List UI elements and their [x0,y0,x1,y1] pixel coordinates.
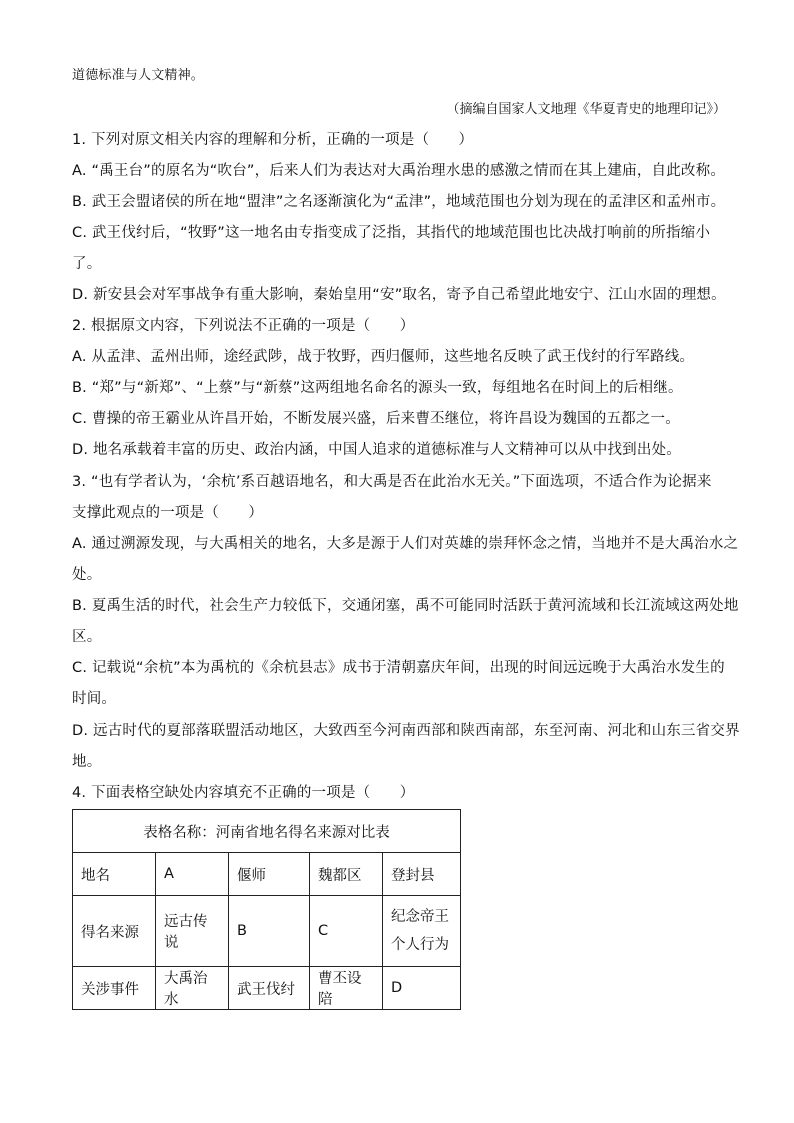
comparison-table [72,809,461,1010]
question-3-option-b: B. 夏禹生活的时代，社会生产力较低下，交通闭塞，禹不可能同时活跃于黄河流域和长江流域这两处地 [72,598,739,614]
table-cell: B [229,896,310,967]
question-3-option-d-cont: 地。 [72,754,102,770]
question-3-option-c: C. 记载说“余杭”本为禹杭的《余杭县志》成书于清朝嘉庆年间，出现的时间远远晚于大禹治水发生的 [72,660,725,676]
question-1-option-d: D. 新安县会对军事战争有重大影响，秦始皇用“安”取名，寄予自己希望此地安宁、江山水固的理想。 [72,287,726,303]
table-row [73,967,461,1010]
source-citation: （摘编自国家人文地理《华夏青史的地理印记》） [446,102,726,117]
table-cell: 偃师 [229,853,310,896]
table-cell: 登封县 [383,853,461,896]
table-cell: 曹丕设陪 [310,967,383,1010]
question-3-option-b-cont: 区。 [72,629,102,645]
question-1-option-b: B. 武王会盟诸侯的所在地“盟津”之名逐渐演化为“孟津”，地域范围也分划为现在的孟津区和孟州市。 [72,194,726,210]
question-1-option-c: C. 武王伐纣后，“牧野”这一地名由专指变成了泛指，其指代的地域范围也比决战打响前的所指缩小 [72,225,711,241]
table-title: 表格名称：河南省地名得名来源对比表 [73,810,461,853]
table-cell: 魏都区 [310,853,383,896]
table-cell: 远古传说 [156,896,229,967]
question-4-stem: 4. 下面表格空缺处内容填充不正确的一项是（ ） [72,785,415,801]
question-3-option-a-cont: 处。 [72,567,102,583]
table-cell: 得名来源 [73,896,156,967]
table-cell: A [156,853,229,896]
question-3-option-c-cont: 时间。 [72,691,117,707]
question-2-option-a: A. 从孟津、孟州出师，途经武陟，战于牧野，西归偃师，这些地名反映了武王伐纣的行军路线。 [72,349,695,365]
question-2-option-d: D. 地名承载着丰富的历史、政治内涵，中国人追求的道德标准与人文精神可以从中找到出处。 [72,442,681,458]
question-3-stem: 3. “也有学者认为，‘余杭’系百越语地名，和大禹是否在此治水无关。”下面选项，不适合作为论据来 [72,474,712,490]
question-2-option-b: B. “郑”与“新郑”、“上蔡”与“新蔡”这两组地名命名的源头一致，每组地名在时间上的后相继。 [72,380,683,396]
question-1-option-a: A. “禹王台”的原名为“吹台”，后来人们为表达对大禹治理水患的感激之情而在其上建庙，自此改称。 [72,163,726,179]
table-cell: C [310,896,383,967]
table-cell: 关涉事件 [73,967,156,1010]
question-3-stem-cont: 支撑此观点的一项是（ ） [72,505,264,521]
table-cell: D [383,967,461,1010]
intro-tail-text: 道德标准与人文精神。 [72,68,205,83]
table-row [73,853,461,896]
question-3-option-a: A. 通过溯源发现，与大禹相关的地名，大多是源于人们对英雄的崇拜怀念之情，当地并不是大禹治水之 [72,536,739,552]
question-1-stem: 1. 下列对原文相关内容的理解和分析，正确的一项是（ ） [72,132,474,148]
table-cell: 地名 [73,853,156,896]
question-3-option-d: D. 远古时代的夏部落联盟活动地区，大致西至今河南西部和陕西南部，东至河南、河北和山东三省交界 [72,723,740,739]
table-row [73,896,461,967]
table-cell: 纪念帝王个人行为 [383,896,461,967]
question-2-option-c: C. 曹操的帝王霸业从许昌开始，不断发展兴盛，后来曹丕继位，将许昌设为魏国的五都之一。 [72,411,680,427]
question-2-stem: 2. 根据原文内容，下列说法不正确的一项是（ ） [72,318,415,334]
question-1-option-c-cont: 了。 [72,256,102,272]
table-cell: 大禹治水 [156,967,229,1010]
table-cell: 武王伐纣 [229,967,310,1010]
